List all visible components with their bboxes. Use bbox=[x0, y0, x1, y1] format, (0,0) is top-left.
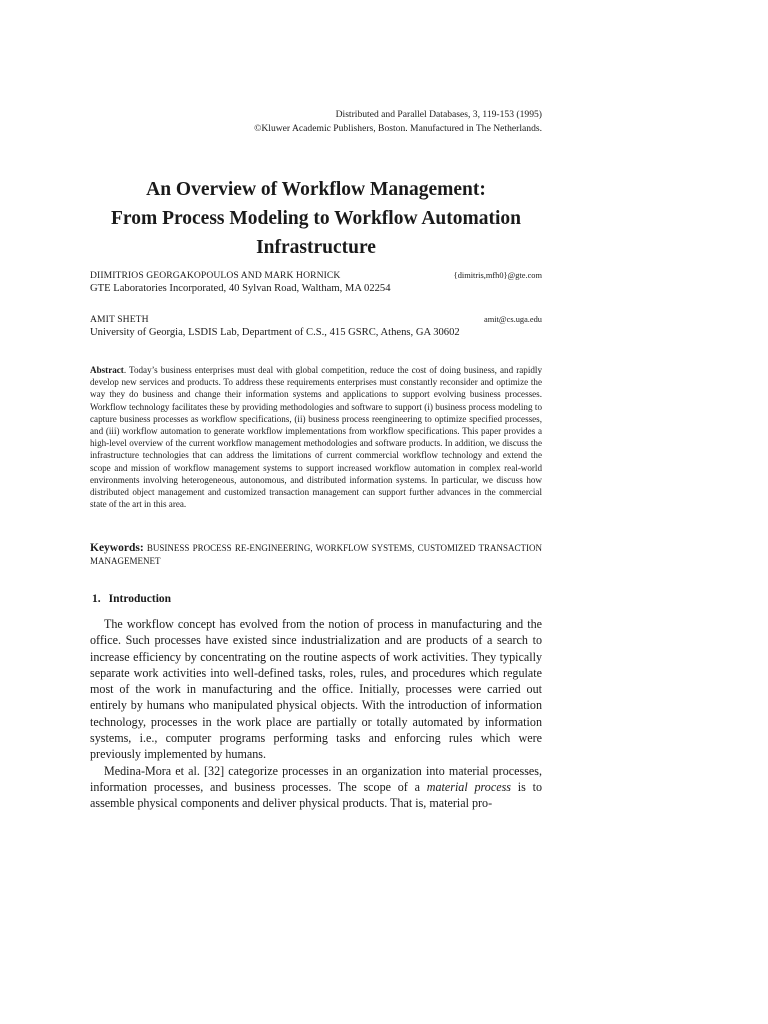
paragraph-text: Medina-Mora et al. [32] categorize processes in an organization into material processes, information processes, and business processes. The scope of a bbox=[90, 763, 542, 794]
paragraph bbox=[90, 763, 542, 812]
author-email: {dimitris,mfh0}@gte.com bbox=[453, 271, 542, 280]
title-line-1: An Overview of Workflow Management: bbox=[146, 179, 486, 200]
keywords bbox=[90, 542, 542, 568]
keywords-label: Keywords: bbox=[90, 542, 144, 554]
paragraph: The workflow concept has evolved from the notion of process in manufacturing and the office. Such processes have existed since industrialization and are products of a search to increase efficiency by concentrating on the routine aspects of work activities. They typically separate work activities into well-defined tasks, roles, rules, and procedures which regulate most of the work in manufacturing and the office. Initially, processes were carried out entirely by humans who manipulated physical objects. With the introduction of information technology, processes in the work place are partially or totally automated by information systems, i.e., computer programs performing tasks and enforcing rules which were previously implemented by humans. bbox=[90, 617, 542, 762]
author-affiliation: GTE Laboratories Incorporated, 40 Sylvan Road, Waltham, MA 02254 bbox=[90, 283, 391, 294]
paragraph-text: is to assemble physical components and deliver physical products. That is, material pro- bbox=[90, 779, 542, 811]
author-email: amit@cs.uga.edu bbox=[484, 315, 542, 324]
abstract-text: . Today’s business enterprises must deal with global competition, reduce the cost of doing business, and rapidly develop new services and products. To address these requirements enterprises must constantly reconsider and optimize the way they do business and change their information systems and applications to support evolving business processes. Workflow technology facilitates these by providing methodologies and software to support (i) business process modeling to capture business processes as workflow specifications, (ii) business process reengineering to optimize specified processes, and (iii) workflow automation to generate workflow implementations from workflow specifications. This paper provides a high-level overview of the current workflow management methodologies and software products. In addition, we discuss the infrastructure technologies that can address the limitations of current commercial workflow technology and extend the scope and mission of workflow management systems to support increased workflow automation in complex real-world environments involving heterogeneous, autonomous, and distributed information systems. In particular, we discuss how distributed object management and customized transaction management can support further advances in the commercial state of the art in this area. bbox=[90, 365, 542, 510]
author-affiliation: University of Georgia, LSDIS Lab, Department of C.S., 415 GSRC, Athens, GA 30602 bbox=[90, 327, 460, 338]
author-group-1 bbox=[90, 270, 542, 294]
paper-title bbox=[0, 175, 632, 262]
abstract bbox=[90, 364, 542, 510]
author-names: AMIT SHETH bbox=[90, 314, 149, 325]
section-title: Introduction bbox=[108, 593, 172, 605]
keywords-text: BUSINESS PROCESS RE-ENGINEERING, WORKFLOW SYSTEMS, CUSTOMIZED TRANSACTION MANAGEMENET bbox=[90, 543, 543, 566]
section-number: 1. bbox=[92, 593, 101, 605]
journal-citation: Distributed and Parallel Databases, 3, 119-153 (1995) bbox=[335, 109, 542, 120]
author-names: DIIMITRIOS GEORGAKOPOULOS AND MARK HORNICK bbox=[90, 270, 341, 281]
section-heading bbox=[92, 593, 171, 605]
author-group-2 bbox=[90, 314, 542, 338]
title-line-3: Infrastructure bbox=[256, 237, 376, 258]
body-text bbox=[90, 616, 542, 812]
publication-info bbox=[254, 108, 542, 136]
emphasis-term: material process bbox=[426, 779, 511, 794]
abstract-label: Abstract bbox=[90, 365, 124, 375]
copyright-notice: ©Kluwer Academic Publishers, Boston. Manufactured in The Netherlands. bbox=[254, 123, 542, 134]
title-line-2: From Process Modeling to Workflow Automation bbox=[110, 208, 522, 229]
